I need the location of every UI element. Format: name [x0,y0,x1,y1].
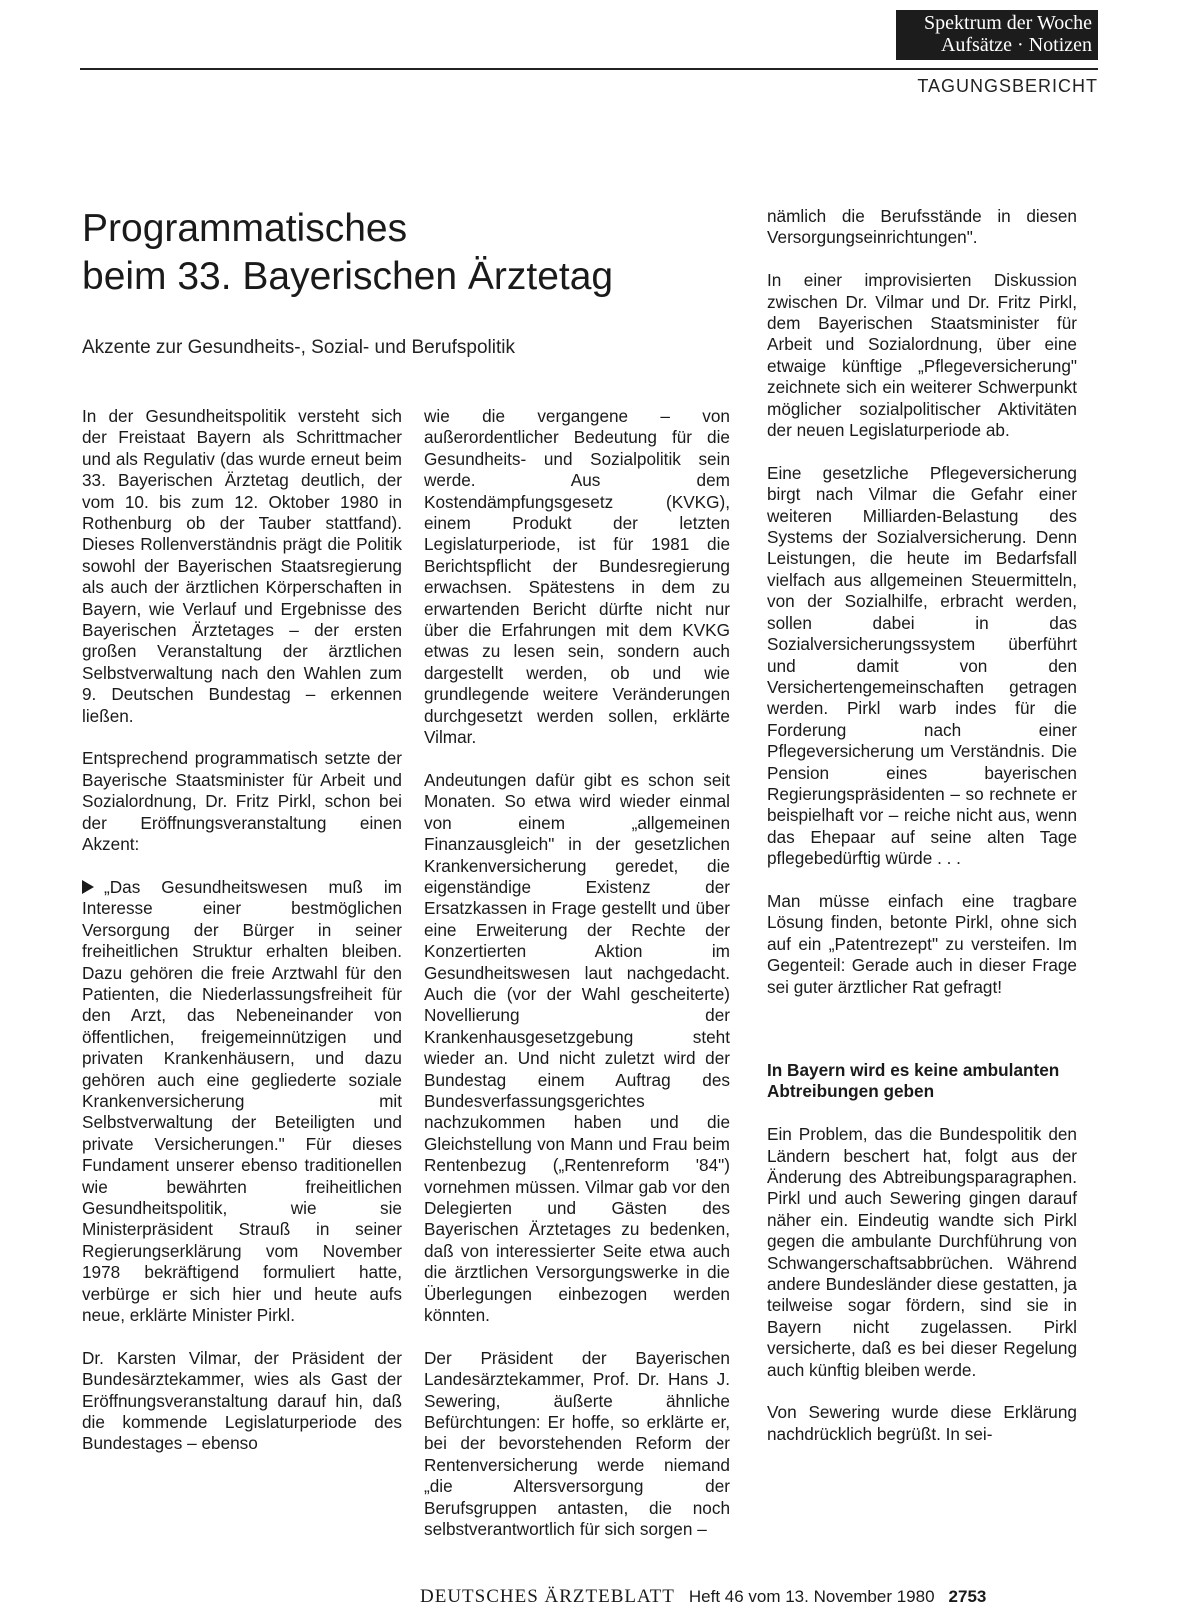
paragraph: wie die vergangene – von außerordentlicher Bedeutung für die Gesundheits- und Sozialpolitik sein werde. Aus dem Kostendämpfungsgesetz (KVKG), einem Produkt der letzten Legislaturperiode, ist für 1981 die Berichtspflicht der Bundesregierung erwachsen. Spätestens in dem zu erwartenden Bericht dürfte nicht nur über die Erfahrungen mit dem KVKG etwas zu lesen sein, sondern auch dargestellt werden, ob und wie grundlegende weitere Veränderungen durchgesetzt werden sollen, erklärte Vilmar. [424,406,730,748]
title-line-2: beim 33. Bayerischen Ärztetag [82,255,614,298]
text-column-3 [767,206,1077,1445]
paragraph: Der Präsident der Bayerischen Landesärztekammer, Prof. Dr. Hans J. Sewering, äußerte ähnliche Befürchtungen: Er hoffe, so erklärte er, bei der bevorstehenden Reform der Rentenversicherung werde niemand „die Altersversorgung der Berufsgruppen antasten, die noch selbstverantwortlich für sich sorgen – [424,1347,730,1540]
paragraph: Von Sewering wurde diese Erklärung nachdrücklich begrüßt. In sei- [767,1402,1077,1444]
text-column-1 [82,406,402,1455]
paragraph: In einer improvisierten Diskussion zwischen Dr. Vilmar und Dr. Fritz Pirkl, dem Bayerischen Staatsminister für Arbeit und Sozialordnung, über eine etwaige künftige „Pflegeversicherung" zeichnete sich ein weiterer Schwerpunkt möglicher sozialpolitischer Aktivitäten der neuen Legislaturperiode ab. [767,270,1077,441]
journal-name: DEUTSCHES ÄRZTEBLATT [420,1586,675,1607]
paragraph: Entsprechend programmatisch setzte der Bayerische Staatsminister für Arbeit und Sozialordnung, Dr. Fritz Pirkl, schon bei der Eröffnungsveranstaltung einen Akzent: [82,748,402,855]
page-footer [420,1586,1098,1608]
article-title [82,205,722,301]
paragraph: Man müsse einfach eine tragbare Lösung finden, betonte Pirkl, ohne sich auf ein „Patentrezept" zu versteifen. Im Gegenteil: Gerade auch in dieser Frage sei guter ärztlicher Rat gefragt! [767,890,1077,997]
badge-line-1: Spektrum der Woche [924,12,1092,34]
quote-paragraph [82,877,402,1327]
section-heading: In Bayern wird es keine ambulanten Abtreibungen geben [767,1059,1060,1102]
paragraph: Ein Problem, das die Bundespolitik den Ländern beschert hat, folgt aus der Änderung des Abtreibungsparagraphen. Pirkl und auch Sewering gingen darauf näher ein. Eindeutig wandte sich Pirkl gegen die ambulante Durchführung von Schwangerschaftsabbrüchen. Während andere Bundesländer diese gestatten, ja teilweise sogar fördern, sind sie in Bayern nicht zugelassen. Pirkl versicherte, daß es bei dieser Regelung auch künftig bleiben werde. [767,1124,1077,1380]
section-badge [896,10,1098,60]
title-line-1: Programmatisches [82,207,408,250]
badge-line-2: Aufsätze · Notizen [940,34,1092,56]
text-column-2 [424,406,730,1541]
paragraph: Dr. Karsten Vilmar, der Präsident der Bundesärztekammer, wies als Gast der Eröffnungsveranstaltung darauf hin, daß die kommende Legislaturperiode des Bundestages – ebenso [82,1347,402,1454]
page-number: 2753 [948,1587,987,1606]
paragraph: Andeutungen dafür gibt es schon seit Monaten. So etwa wird wieder einmal von einem „allgemeinen Finanzausgleich" in der gesetzlichen Krankenversicherung geredet, die eigenständige Existenz der Ersatzkassen in Frage gestellt und über eine Erweiterung der Rechte der Konzertierten Aktion im Gesundheitswesen laut nachgedacht. Auch die (vor der Wahl gescheiterte) Novellierung der Krankenhausgesetzgebung steht wieder an. Und nicht zuletzt wird der Bundestag einem Auftrag des Bundesverfassungsgerichtes nachzukommen haben und die Gleichstellung von Mann und Frau beim Rentenbezug („Rentenreform '84") vornehmen müssen. Vilmar gab vor den Delegierten und Gästen des Bayerischen Ärztetages zu bedenken, daß von interessierter Seite etwa auch die ärztlichen Versorgungswerke in die Überlegungen einbezogen werden könnten. [424,769,730,1326]
issue-info: Heft 46 vom 13. November 1980 [688,1587,935,1606]
quote-text: „Das Gesundheitswesen muß im Interesse einer bestmöglichen Versorgung der Bürger in seiner freiheitlichen Struktur erhalten bleiben. Dazu gehören die freie Arztwahl für den Patienten, die Niederlassungsfreiheit für den Arzt, das Nebeneinander von öffentlichen, freigemeinnützigen und privaten Krankenhäusern, und dazu gehören auch eine gegliederte soziale Krankenversicherung mit Selbstverwaltung der Beteiligten und private Versicherungen." Für dieses Fundament unserer ebenso traditionellen wie bewährten freiheitlichen Gesundheitspolitik, wie sie Ministerpräsident Strauß in seiner Regierungserklärung vom November 1978 bekräftigend formuliert hatte, verbürge er sich hier und heute aufs neue, erklärte Minister Pirkl. [82,876,402,1326]
paragraph: In der Gesundheitspolitik versteht sich der Freistaat Bayern als Schrittmacher und als Regulativ (das wurde erneut beim 33. Bayerischen Ärztetag deutlich, der vom 10. bis zum 12. Oktober 1980 in Rothenburg ob der Tauber stattfand). Dieses Rollenverständnis prägt die Politik sowohl der Bayerischen Staatsregierung als auch der ärztlichen Körperschaften in Bayern, wie Verlauf und Ergebnisse des Bayerischen Ärztetages – der ersten großen Veranstaltung der ärztlichen Selbstverwaltung nach den Wahlen zum 9. Deutschen Bundestag – erkennen ließen. [82,406,402,726]
arrow-bullet-icon [82,880,94,894]
paragraph: Eine gesetzliche Pflegeversicherung birgt nach Vilmar die Gefahr einer weiteren Milliarden-Belastung des Systems der Sozialversicherung. Denn Leistungen, die heute im Bedarfsfall vielfach aus allgemeinen Steuermitteln, von der Sozialhilfe, erbracht werden, sollen dabei in das Sozialversicherungssystem überführt und damit von den Versichertengemeinschaften getragen werden. Pirkl warb indes für die Forderung nach einer Pflegeversicherung um Verständnis. Die Pension eines bayerischen Regierungspräsidenten – so rechnete er beispielhaft vor – reiche nicht aus, wenn das Ehepaar auf seine alten Tage pflegebedürftig würde . . . [767,462,1077,869]
paragraph: nämlich die Berufsstände in diesen Versorgungseinrichtungen". [767,206,1077,248]
header-rule [80,68,1098,70]
article-subtitle: Akzente zur Gesundheits-, Sozial- und Berufspolitik [82,337,515,358]
section-label: TAGUNGSBERICHT [917,76,1098,96]
